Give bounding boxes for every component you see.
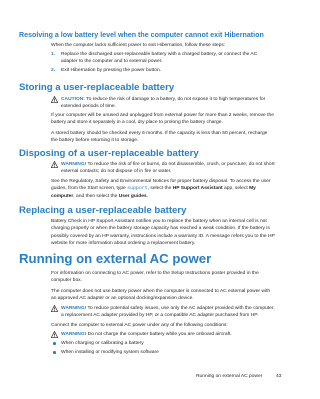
caution-icon [51,96,58,103]
paragraph: When the computer lacks sufficient power to exit Hibernation, follow these steps: [51,43,226,48]
heading-replacing: Replacing a user-replaceable battery [19,205,187,216]
caution-notice: CAUTION: To reduce the risk of damage to a battery, do not expose it to high temperatures for extended periods of time. [61,97,266,110]
list-item: When installing or modifying system software [61,350,159,355]
paragraph: Battery Check in HP Support Assistant notifies you to replace the battery when an internal cell is not charging properly or when the battery storage capacity has reached a weak condition. If the battery is possibly covered by an HP warranty, instructions include a warranty ID. A message refers you to the HP website for more information about ordering a replacement battery. [51,219,275,246]
warning-notice: WARNING! To reduce potential safety issues, use only the AC adapter provided with the computer, a replacement AC adapter provided by HP, or a compatible AC adapter purchased from HP. [61,306,275,319]
warning-notice: WARNING! Do not charge the computer battery while you are onboard aircraft. [61,332,232,337]
warning-icon [51,305,58,312]
paragraph: For information on connecting to AC power, refer to the Setup Instructions poster provided in the computer box. [51,271,259,284]
paragraph: See the Regulatory, Safety and Environmental Notices for proper battery disposal. To access the user guides, from the Start screen, type support, select the HP Support Assistant app, select My computer, and then select the User guides. [51,179,271,199]
bullet-icon [53,342,56,345]
paragraph: The computer does not use battery power when the computer is connected to AC external power with an approved AC adapter or an optional docking/expansion device. [51,289,271,302]
step-text: Exit Hibernation by pressing the power button. [61,68,162,73]
warning-notice: WARNING! To reduce the risk of fire or burns, do not disassemble, crush, or puncture; do not short external contacts; do not dispose of in fire or water. [61,162,275,175]
step-number: 1. [51,52,56,57]
footer-section-title: Running on external AC power [196,374,263,379]
step-number: 2. [51,68,56,73]
bullet-icon [53,351,56,354]
warning-icon [51,161,58,168]
paragraph: If your computer will be unused and unplugged from external power for more than 2 weeks, remove the battery and store it separately in a cool, dry place to prolong the battery charge. [51,113,274,126]
list-item: When charging or calibrating a battery [61,341,144,346]
paragraph: A stored battery should be checked every 6 months. If the capacity is less than 50 percent, recharge the battery before returning it to storage. [51,131,268,144]
step-text: Replace the discharged user-replaceable battery with a charged battery, or connect the AC adapter to the computer and to external power. [61,52,258,65]
heading-running-ac: Running on external AC power [19,251,212,266]
heading-hibernation: Resolving a low battery level when the computer cannot exit Hibernation [19,31,264,39]
page-number: 43 [276,374,282,379]
paragraph: Connect the computer to external AC power under any of the following conditions: [51,323,228,328]
heading-storing: Storing a user-replaceable battery [19,82,175,93]
heading-disposing: Disposing of a user-replaceable battery [19,148,199,159]
warning-icon [51,331,58,338]
